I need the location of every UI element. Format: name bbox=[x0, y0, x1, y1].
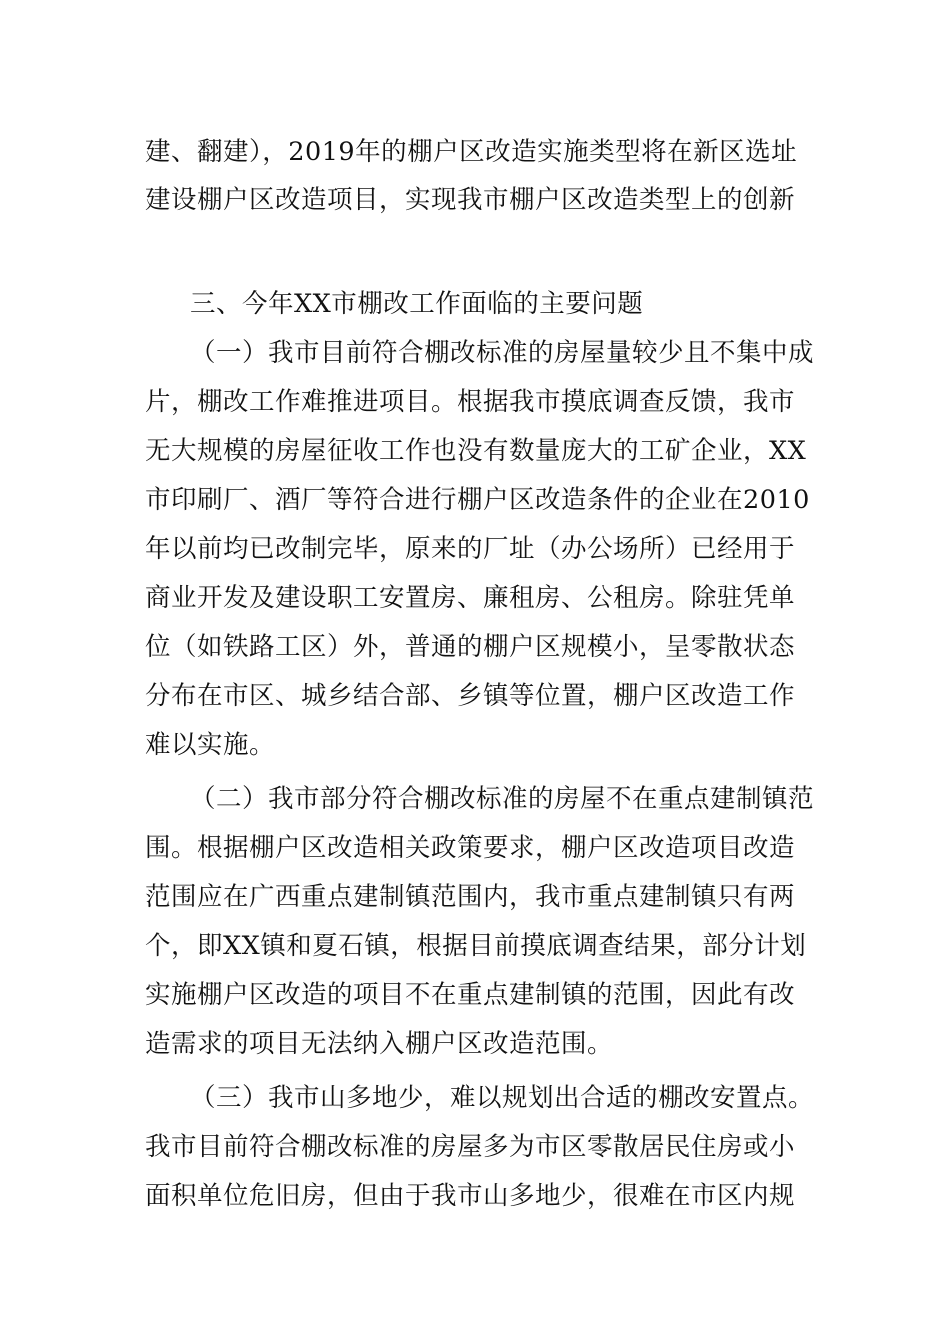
text-line: 个，即XX镇和夏石镇，根据目前摸底调查结果，部分计划 bbox=[145, 931, 807, 961]
text-line: 无大规模的房屋征收工作也没有数量庞大的工矿企业，XX bbox=[145, 436, 807, 466]
text-line: 片，棚改工作难推进项目。根据我市摸底调查反馈，我市 bbox=[145, 387, 796, 417]
paragraph-start: （三）我市山多地少，难以规划出合适的棚改安置点。 bbox=[190, 1083, 815, 1113]
text-line: 商业开发及建设职工安置房、廉租房、公租房。除驻凭单 bbox=[145, 583, 796, 613]
text-line: 我市目前符合棚改标准的房屋多为市区零散居民住房或小 bbox=[145, 1132, 796, 1162]
paragraph-start: （二）我市部分符合棚改标准的房屋不在重点建制镇范 bbox=[190, 784, 815, 814]
text-line: 建设棚户区改造项目，实现我市棚户区改造类型上的创新 bbox=[145, 185, 796, 215]
text-line: 造需求的项目无法纳入棚户区改造范围。 bbox=[145, 1029, 614, 1059]
text-line: 市印刷厂、酒厂等符合进行棚户区改造条件的企业在2010 bbox=[145, 485, 810, 515]
text-line: 难以实施。 bbox=[145, 730, 276, 760]
text-line: 位（如铁路工区）外，普通的棚户区规模小，呈零散状态 bbox=[145, 632, 796, 662]
text-line: 范围应在广西重点建制镇范围内，我市重点建制镇只有两 bbox=[145, 882, 796, 912]
text-line: 面积单位危旧房，但由于我市山多地少，很难在市区内规 bbox=[145, 1181, 796, 1211]
text-line: 实施棚户区改造的项目不在重点建制镇的范围，因此有改 bbox=[145, 980, 796, 1010]
text-line: 分布在市区、城乡结合部、乡镇等位置，棚户区改造工作 bbox=[145, 681, 796, 711]
text-line: 建、翻建），2019年的棚户区改造实施类型将在新区选址 bbox=[145, 137, 798, 167]
text-line: 围。根据棚户区改造相关政策要求，棚户区改造项目改造 bbox=[145, 833, 796, 863]
paragraph-start: （一）我市目前符合棚改标准的房屋量较少且不集中成 bbox=[190, 338, 815, 368]
section-heading: 三、今年XX市棚改工作面临的主要问题 bbox=[190, 289, 644, 319]
text-line: 年以前均已改制完毕，原来的厂址（办公场所）已经用于 bbox=[145, 534, 796, 564]
